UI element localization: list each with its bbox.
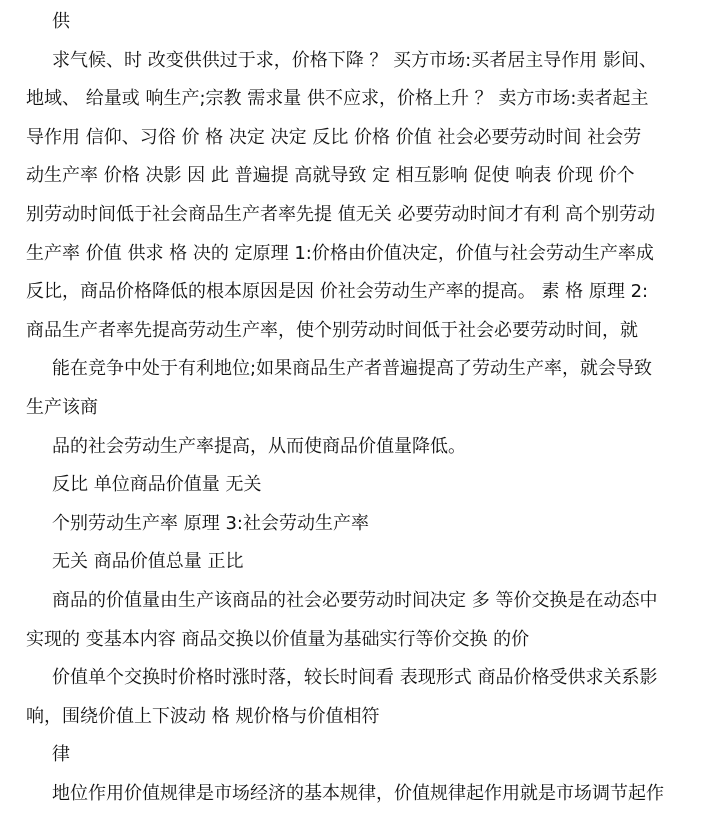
text-line: 地域、 给量或 响生产;宗教 需求量 供不应求，价格上升 ？ 卖方市场:卖者起主 bbox=[26, 88, 649, 110]
text-line: 生产率 价值 供求 格 决的 定原理 1:价格由价值决定，价值与社会劳动生产率成 bbox=[26, 242, 654, 264]
text-line: 无关 商品价值总量 正比 bbox=[52, 551, 244, 573]
text-line: 地位作用价值规律是市场经济的基本规律，价值规律起作用就是市场调节起作 bbox=[52, 782, 664, 804]
text-line: 品的社会劳动生产率提高，从而使商品价值量降低。 bbox=[52, 435, 466, 457]
text-line: 实现的 变基本内容 商品交换以价值量为基础实行等价交换 的价 bbox=[26, 628, 530, 650]
text-line: 动生产率 价格 决影 因 此 普遍提 高就导致 定 相互影响 促使 响表 价现 价个 bbox=[26, 165, 635, 187]
text-line: 生产该商 bbox=[26, 396, 98, 418]
text-line: 响，围绕价值上下波动 格 规价格与价值相符 bbox=[26, 705, 380, 727]
text-line: 商品的价值量由生产该商品的社会必要劳动时间决定 多 等价交换是在动态中 bbox=[52, 589, 658, 611]
text-line: 导作用 信仰、习俗 价 格 决定 决定 反比 价格 价值 社会必要劳动时间 社会劳 bbox=[26, 126, 642, 148]
text-line: 律 bbox=[52, 744, 70, 766]
text-line: 别劳动时间低于社会商品生产者率先提 值无关 必要劳动时间才有利 高个别劳动 bbox=[26, 203, 656, 225]
text-line: 反比，商品价格降低的根本原因是因 价社会劳动生产率的提高。 素 格 原理 2: bbox=[26, 281, 649, 303]
text-line: 商品生产者率先提高劳动生产率，使个别劳动时间低于社会必要劳动时间，就 bbox=[26, 319, 638, 341]
text-line: 价值单个交换时价格时涨时落，较长时间看 表现形式 商品价格受供求关系影 bbox=[52, 667, 658, 689]
text-line: 能在竞争中处于有利地位;如果商品生产者普遍提高了劳动生产率，就会导致 bbox=[52, 358, 653, 380]
text-line: 个别劳动生产率 原理 3:社会劳动生产率 bbox=[52, 512, 369, 534]
text-line: 求气候、时 改变供供过于求，价格下降 ？ 买方市场:买者居主导作用 影间、 bbox=[52, 49, 657, 71]
document-body bbox=[0, 3, 709, 813]
text-line: 反比 单位商品价值量 无关 bbox=[52, 474, 262, 496]
text-line: 供 bbox=[52, 11, 70, 32]
